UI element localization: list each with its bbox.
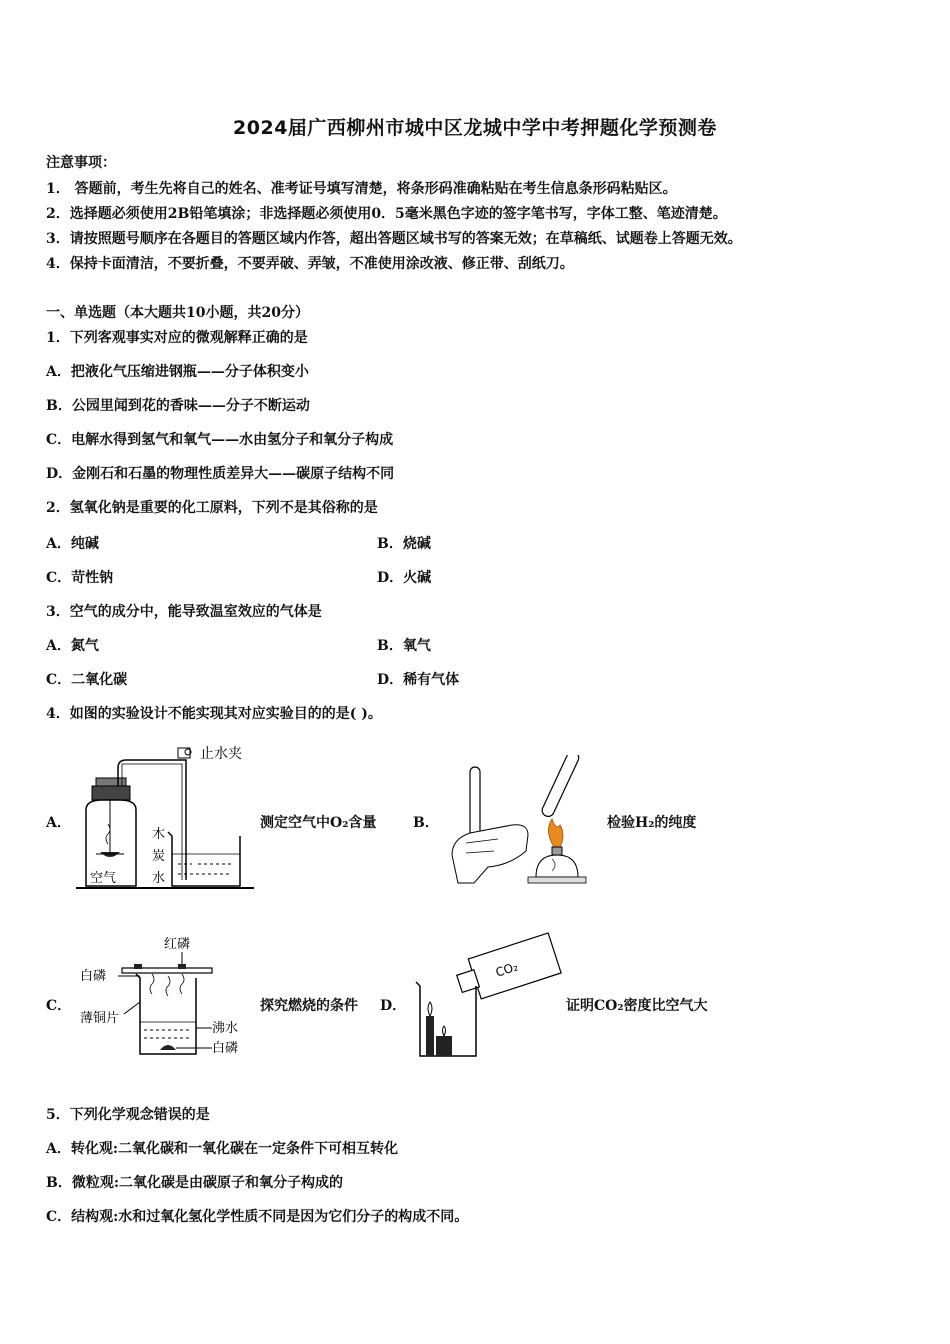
q1-option-d: D．金刚石和石墨的物理性质差异大——碳原子结构不同: [46, 466, 395, 482]
fig-a-water-label: 水: [152, 871, 166, 886]
figure-d-co2-density: [410, 928, 570, 1063]
q2-option-d: D．火碱: [377, 570, 432, 586]
notice-item: 3．请按照题号顺序在各题目的答题区域内作答，超出答题区域书写的答案无效；在草稿纸、试题卷上答题无效。: [46, 231, 742, 247]
q5-stem: 5．下列化学观念错误的是: [46, 1107, 210, 1123]
q4-a-letter: A．: [46, 815, 71, 831]
q4-a-purpose: 测定空气中O₂含量: [260, 815, 377, 831]
fig-c-white-phosphorus-top-label: 白磷: [80, 969, 107, 984]
fig-c-boiling-water-label: 沸水: [212, 1021, 239, 1036]
q4-d-purpose: 证明CO₂密度比空气大: [566, 998, 708, 1014]
q4-b-letter: B．: [413, 815, 439, 831]
q2-option-a: A．纯碱: [46, 536, 99, 552]
notice-item: 2．选择题必须使用2B铅笔填涂；非选择题必须使用0．5毫米黑色字迹的签字笔书写，字体工整、笔迹清楚。: [46, 206, 727, 222]
figure-b-hydrogen-purity-test: [448, 755, 598, 895]
q5-option-c: C．结构观:水和过氧化氢化学性质不同是因为它们分子的构成不同。: [46, 1209, 469, 1225]
q4-stem: 4．如图的实验设计不能实现其对应实验目的的是( )。: [46, 706, 382, 722]
fig-a-charcoal-label: 炭: [152, 849, 166, 864]
fig-a-air-label: 空气: [90, 871, 117, 886]
q3-option-b: B．氧气: [377, 638, 431, 654]
fig-c-copper-sheet-label: 薄铜片: [80, 1011, 120, 1026]
figure-a-oxygen-measurement: [72, 740, 262, 892]
notice-item: 4．保持卡面清洁，不要折叠，不要弄破、弄皱，不准使用涂改液、修正带、刮纸刀。: [46, 256, 574, 272]
fig-c-red-phosphorus-label: 红磷: [164, 937, 191, 952]
page-title: 2024届广西柳州市城中区龙城中学中考押题化学预测卷: [233, 117, 717, 139]
q1-option-c: C．电解水得到氢气和氧气——水由氢分子和氧分子构成: [46, 432, 394, 448]
fig-c-white-phosphorus-bottom-label: 白磷: [212, 1041, 239, 1056]
q5-option-b: B．微粒观:二氧化碳是由碳原子和氧分子构成的: [46, 1175, 343, 1191]
q3-stem: 3．空气的成分中，能导致温室效应的气体是: [46, 604, 322, 620]
q4-c-letter: C．: [46, 998, 72, 1014]
q4-b-purpose: 检验H₂的纯度: [607, 815, 697, 831]
figure-c-combustion-conditions: [78, 930, 253, 1060]
q1-option-a: A．把液化气压缩进钢瓶——分子体积变小: [46, 364, 309, 380]
q4-d-letter: D．: [380, 998, 407, 1014]
q4-c-purpose: 探究燃烧的条件: [260, 998, 358, 1014]
fig-d-co2-label: CO₂: [493, 959, 520, 980]
q2-option-b: B．烧碱: [377, 536, 431, 552]
fig-a-wood-label: 木: [152, 827, 166, 842]
q3-option-d: D．稀有气体: [377, 672, 460, 688]
q1-option-b: B．公园里闻到花的香味——分子不断运动: [46, 398, 310, 414]
q2-option-c: C．苛性钠: [46, 570, 114, 586]
q1-stem: 1．下列客观事实对应的微观解释正确的是: [46, 330, 308, 346]
q2-stem: 2．氢氧化钠是重要的化工原料，下列不是其俗称的是: [46, 500, 378, 516]
q3-option-a: A．氮气: [46, 638, 99, 654]
notice-item: 1． 答题前，考生先将自己的姓名、准考证号填写清楚，将条形码准确粘贴在考生信息条形码粘贴区。: [46, 181, 677, 197]
q5-option-a: A．转化观:二氧化碳和一氧化碳在一定条件下可相互转化: [46, 1141, 399, 1157]
fig-a-clamp-label: 止水夹: [200, 746, 242, 762]
section-heading: 一、单选题（本大题共10小题，共20分）: [46, 305, 309, 321]
notice-heading: 注意事项：: [46, 155, 116, 171]
q3-option-c: C．二氧化碳: [46, 672, 128, 688]
